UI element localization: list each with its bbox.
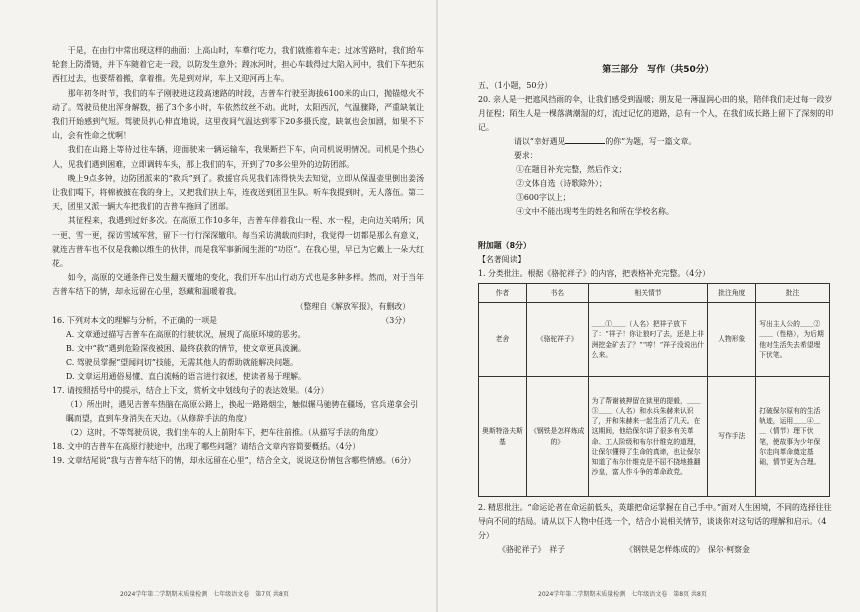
- right-page: [438, 0, 860, 612]
- question-19: 19. 文章结尾说“我与吉普车结下的情，却永远留在心里”，结合全文，说说这份情包含哪些情感。（6分）: [52, 455, 416, 465]
- question-17: 17. 请按照括号中的提示，结合上下文，赏析文中划线句子的表达效果。（4分）: [52, 385, 329, 395]
- cell-book: 《钢铁是怎样炼成的》: [526, 377, 588, 497]
- section-five-header: 五、（1小题，50分）: [478, 81, 553, 90]
- cell-plot: 为了帮谢被押留在狱里的提毅，＿＿③＿＿（人名）和水兵朱赫来认识了，并和朱赫来一起生活了几天。在这期间，他给保尔讲了很多有关革命、工人阶级和布尔什维克的道理，让保尔懂得了生命的真谛，也让保尔知道了布尔什维克是不屈不挠地推翻沙皇，富人作斗争的革命政党。: [588, 377, 708, 497]
- cell-book: 《骆驼祥子》: [526, 303, 588, 377]
- requirement-1: ①在题目补充完整，然后作文；: [516, 165, 627, 174]
- essay-prompt-before: 请以“幸好遇见: [514, 137, 566, 146]
- annotation-table: [478, 283, 830, 497]
- question-20: 20. 亲人是一把遮风挡雨的伞，让我们感受到温暖；朋友是一薄温润心田的泉，陪伴我们走过每一段岁月征程；陌生人是一棵落满潮湿的灯，流过记忆的道路，总有一个人，在我们成长路上留下了深刻的印记。: [478, 95, 834, 132]
- choice-xiangzi: 《骆驼祥子》 祥子: [498, 545, 566, 554]
- reading-label: 【名著阅读】: [478, 255, 526, 264]
- requirement-2: ②文体自选（诗歌除外）；: [516, 179, 607, 188]
- article-paragraph-4: 晚上9点多钟，边防团派来的“救兵”到了。救援官兵见我们冻得快失去知觉，立即从保温壶里倒出姜汤让我们喝下，将棉被披在我的身上，又把我们扶上车，连夜送到团卫生队。听车我提到时，无人落伍。第二天，团里又派一辆大车把我们的吉普车拖回了团部。: [52, 173, 424, 212]
- title-blank: [565, 135, 605, 144]
- spacer: [478, 219, 838, 239]
- option-d: D. 文章运用通俗易懂、直白流畅的语言进行叙述，使读者易于理解。: [66, 371, 306, 381]
- cell-angle: 写作手法: [708, 377, 756, 497]
- option-c: C. 驾驶员掌握“望闻问切”技能，无需其他人的帮助就能解决问题。: [66, 357, 298, 367]
- question-16-stem: 16. 下列对本文的理解与分析，不正确的一项是: [52, 315, 217, 325]
- article-paragraph-6: 如今，高原的交通条件已发生翻天覆地的变化，我们开车出山行动方式也是多种多样。然而，对于当年吉普车结下的情，却永远留在心里，怒藏和温暖着我。: [52, 273, 424, 297]
- question-17-part-1: （1）所出时，遇见吉普车热脑在高原公路上，换起一路路烟尘，触似辗马驰骋在疆场，官兵递拿会引瞩而望，直到车身消失在天边。（从修辞手法的角度）: [66, 399, 419, 423]
- left-page-footer: 2024学年第二学期期末质量检测 七年级语文卷 第7页 共8页: [120, 591, 289, 598]
- part-three-title: 第三部分 写作（共50分）: [602, 65, 714, 75]
- requirement-3: ③600字以上；: [516, 193, 571, 202]
- article-source: （整理自《解放军报》，有删改）: [295, 301, 410, 311]
- cell-plot: ＿＿①＿＿（人名）把祥子放下了：“祥子！你让狼叼了去，还是上非洲挖金矿去了？”“哼！”祥子没说出什么来。: [588, 303, 708, 377]
- character-choices: [478, 543, 838, 557]
- choice-pavel: 《钢铁是怎样炼成的》 保尔·柯察金: [625, 545, 750, 554]
- question-17-part-2: （2）这时，不等驾驶员说，我们坐车的人上前附车下，把车往前推。（从描写手法的角度）: [66, 427, 383, 437]
- question-16: [52, 314, 424, 328]
- cell-note: 写出主人公的＿＿②＿＿（性格），为后期他对生活失去希望埋下伏笔。: [756, 303, 830, 377]
- header-author: 作者: [479, 284, 527, 303]
- cell-author: 奥斯特洛夫斯基: [479, 377, 527, 497]
- header-book: 书名: [526, 284, 588, 303]
- article-paragraph-1: 于是，在由行中常出现这样的曲面：上高山时，车羣行吃力，我们就推着车走；过冰雪路时，我们给车轮套上防滑链，并下车随着它走一段，以防发生意外；蹚冰河时，担心车载得过大陷入河中，我们下车把东西扛过去，也要帮着搬，拿着推。先是到对岸，车上又迎河再上车。: [52, 46, 424, 84]
- requirement-4: ④文中不能出现考生的姓名和所在学校名称。: [516, 207, 674, 216]
- article-paragraph-3: 我们在山路上等待过往车辆，迎面驶来一辆运输车，我果断拦下车，向司机说明情况。司机是个热心人，见我们遇到困难，立即调转车头，那上我们的车，开到了70多公里外的边防团部。: [52, 145, 424, 169]
- table-header-row: [479, 284, 830, 303]
- bonus-title: 附加题（8分）: [478, 241, 531, 250]
- option-a: A. 文章通过描写吉普车在高原的行驶状况，展现了高原环境的恶劣。: [66, 329, 306, 339]
- question-18: 18. 文中的吉普车在高原行驶途中，出现了哪些问题？请结合文章内容简要概括。（4分）: [52, 441, 361, 451]
- requirements-label: 要求：: [514, 151, 538, 160]
- header-angle: 批注角度: [708, 284, 756, 303]
- option-b: B. 文中“救”遇到危险深夜被困、最终获救的情节，使文章更具波澜。: [66, 343, 306, 353]
- question-bonus-1: 1. 分类批注。根据《骆驼祥子》的内容，把表格补充完整。（4分）: [478, 269, 711, 278]
- question-bonus-2: 2. 精思批注。“命运论者在命运前低头，英雄把命运掌握在自己手中。”面对人生困境，不同的选择往往导向不同的结局。请从以下人物中任选一个，结合小说相关情节，谈谈你对这句话的理解和启示。（4分）: [478, 503, 832, 540]
- essay-prompt-after: 的你”为题，写一篇文章。: [605, 137, 697, 146]
- cell-author: 老舍: [479, 303, 527, 377]
- table-row: [479, 303, 830, 377]
- article-paragraph-2: 那年初冬时节，我们的车子刚驶进这段高速路的时段，吉普车行驶至海拔6100米的山口，抛锚熄火不动了。驾驶员使出浑身解数，摇了3个多小时，车依然纹丝不动。此时，太阳西沉，气温骤降，严重缺氧让我们开始感到气短。驾驶员扒心伸直地说，这里夜间气温达到零下20多摄氏度，缺氧也会加剧，如果不下山，会有性命之忧啊！: [52, 88, 424, 141]
- header-plot: 相关情节: [588, 284, 708, 303]
- article-paragraph-5: 其征程来，我遇到过好多次。在高原工作10多年，吉普车伴着我山一程、水一程，走向边关哨所；风一更、雪一更，探访雪域军营，留下一行行深深辙印。每当采访满载而归时，我觉得一切都是那么有意义，就连吉普车也不仅是我赖以维生的伙伴，而是我军事新闻生涯的“功臣”。在我心里，早已为它戴上一朵大红花。: [52, 216, 424, 269]
- header-note: 批注: [756, 284, 830, 303]
- cell-angle: 人物形象: [708, 303, 756, 377]
- essay-prompt: [478, 135, 838, 149]
- right-page-footer: 2024学年第二学期期末质量检测 七年级语文卷 第8页 共8页: [538, 591, 707, 598]
- question-16-score: （3分）: [381, 315, 410, 325]
- cell-note: 打破保尔原有的生活轨迹，运用＿＿④＿＿（情节）理下伏笔，使故事为少年保尔走向革命奠定基础，情节更为合理。: [756, 377, 830, 497]
- table-row: [479, 377, 830, 497]
